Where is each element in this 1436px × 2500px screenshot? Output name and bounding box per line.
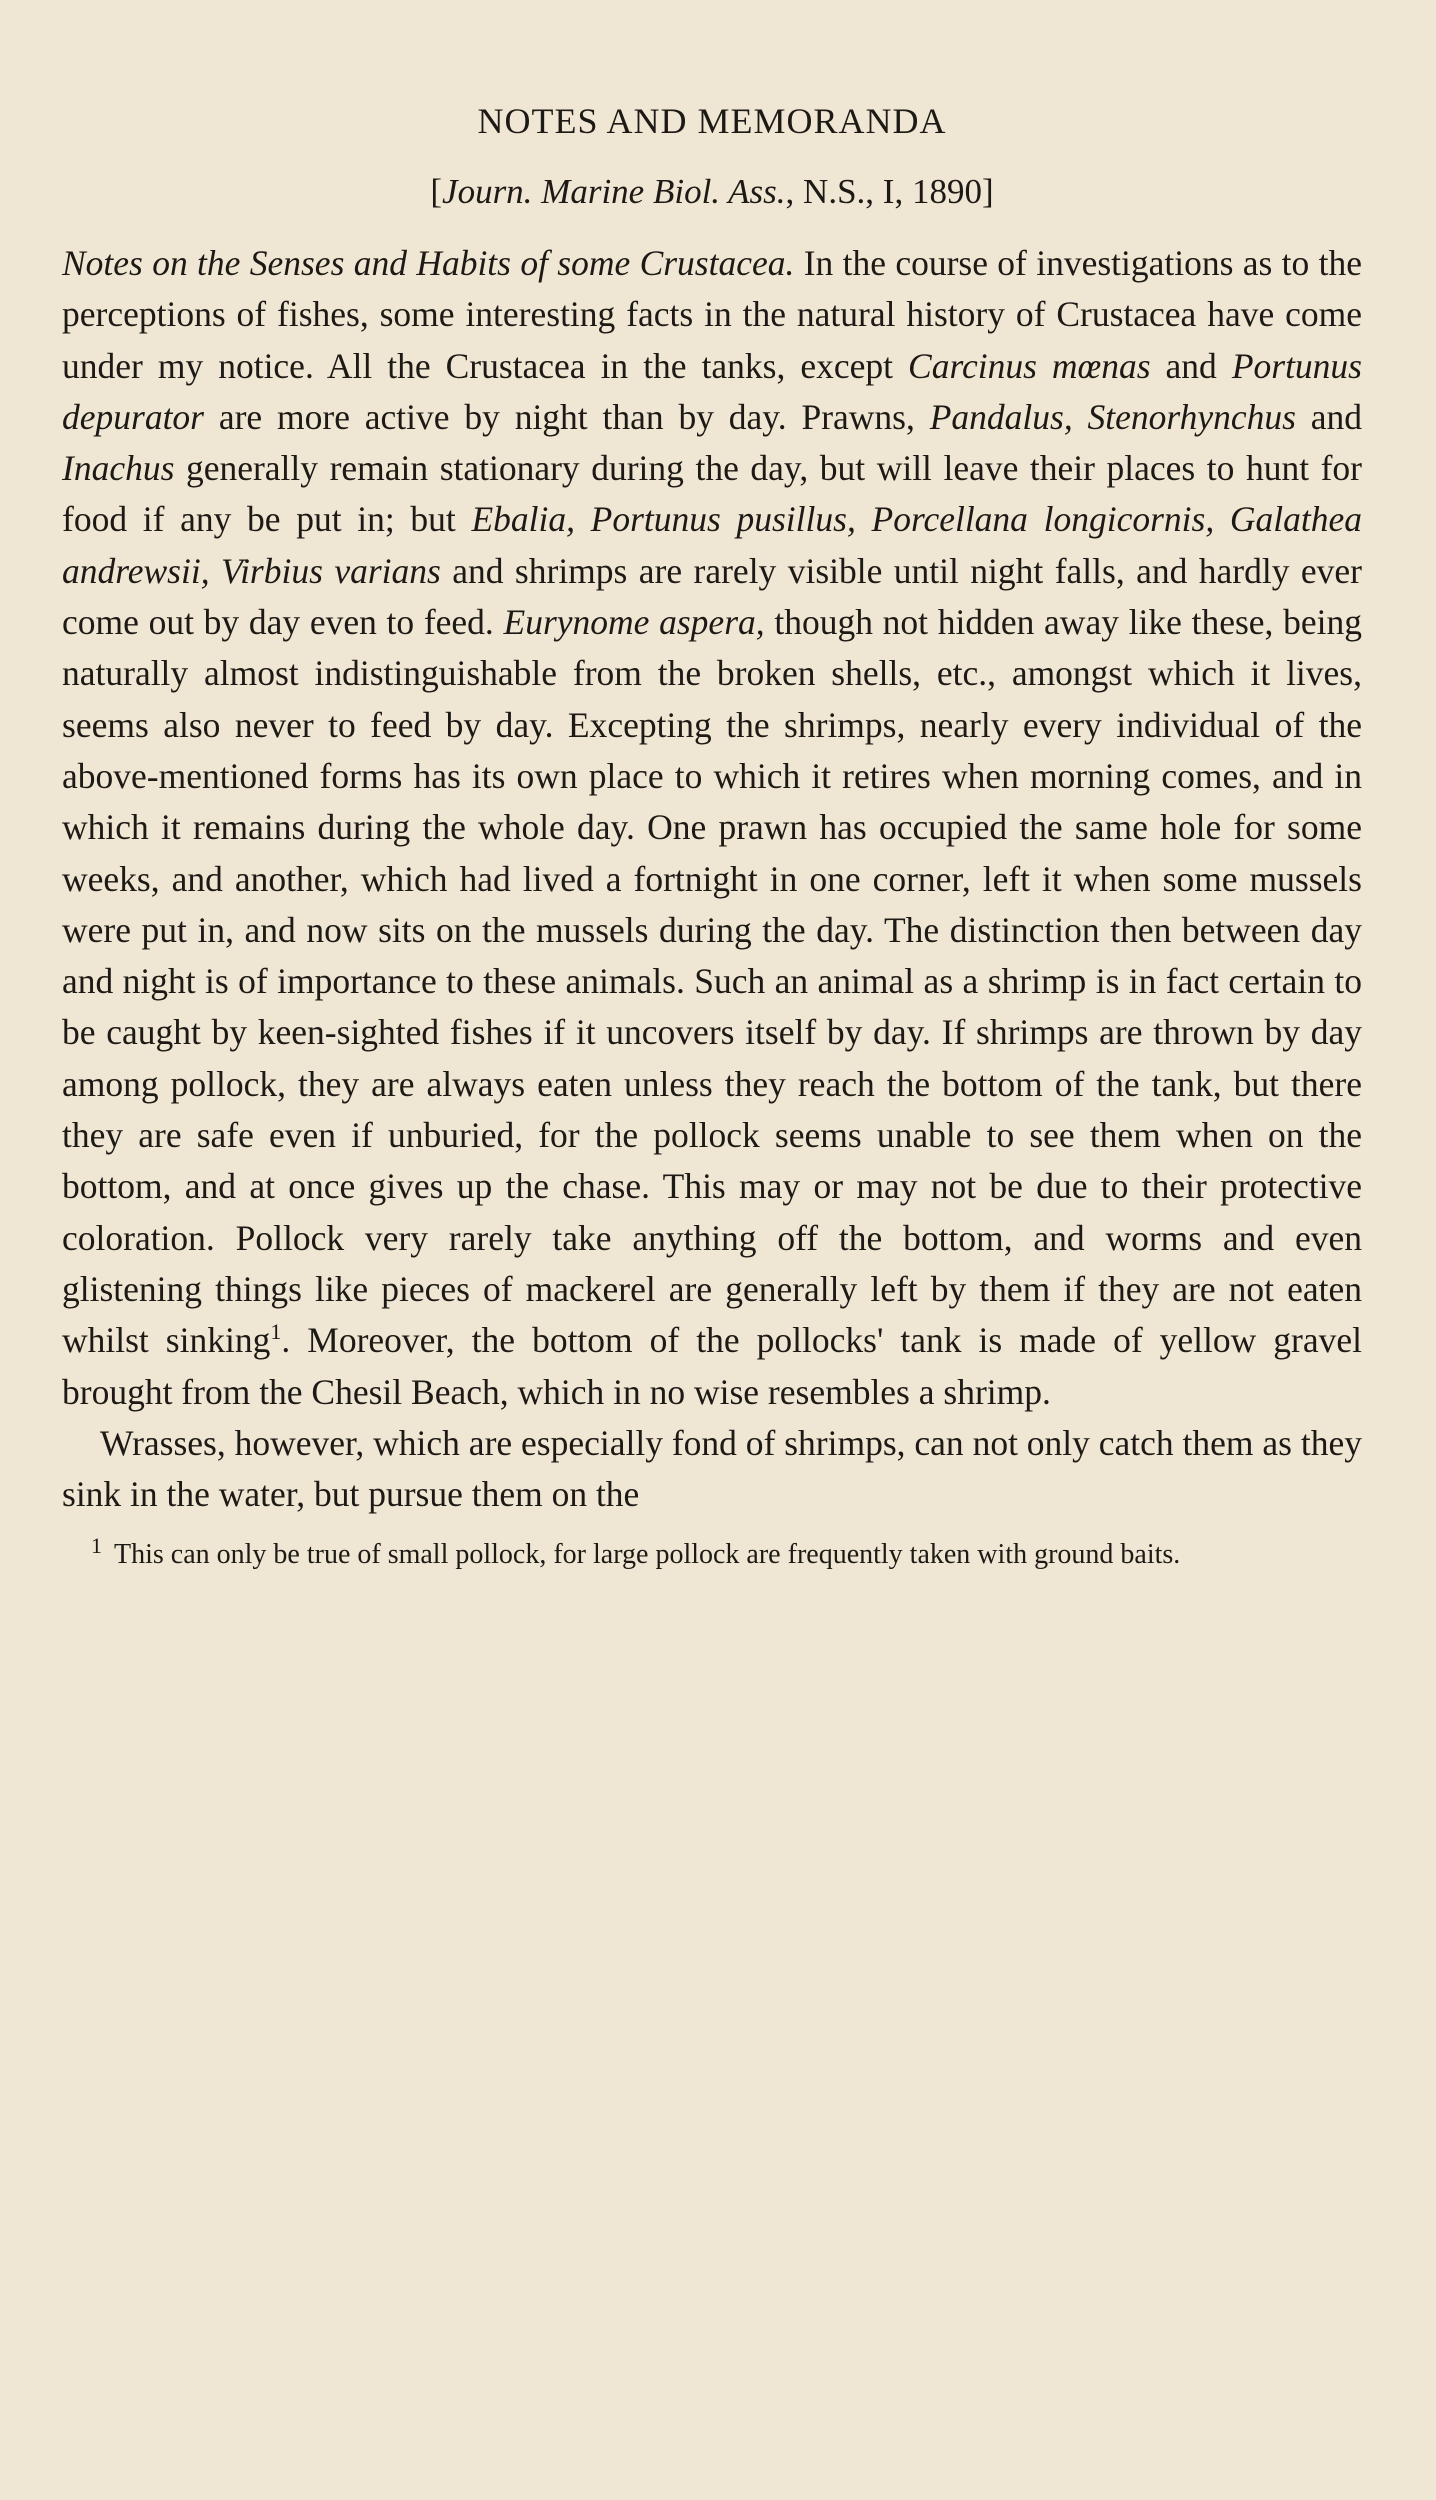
- text-run: are more active by night than by day. Prawns,: [204, 396, 930, 437]
- citation-journal: Journ. Marine Biol. Ass.: [442, 172, 786, 211]
- text-run: and: [1150, 345, 1232, 386]
- species-name: Ebalia, Portunus pusillus, Porcellana longicornis, Galathea andrewsii, Virbius varians: [62, 499, 1362, 591]
- text-run: generally remain stationary during the day, but will leave their places to hunt for food if any be put in; but: [62, 448, 1362, 540]
- citation-details: , N.S., I, 1890]: [785, 172, 994, 211]
- text-run: . Moreover, the bottom of the pollocks' tank is made of yellow gravel brought from the Chesil Beach, which in no wise resembles a shrimp.: [62, 1320, 1362, 1412]
- footnote-reference: 1: [270, 1319, 282, 1345]
- paragraph-2: Wrasses, however, which are especially fond of shrimps, can not only catch them as they sink in the water, but pursue them on the: [62, 1422, 1362, 1515]
- paragraph-1: [62, 238, 1362, 1418]
- article-body: [62, 238, 1362, 1520]
- species-name: Carcinus mœnas: [908, 345, 1151, 386]
- citation: [62, 172, 1362, 212]
- species-name: Inachus: [62, 448, 175, 489]
- text-run: and: [1295, 396, 1362, 437]
- article-title: Notes on the Senses and Habits of some Crustacea.: [62, 243, 795, 283]
- text-run: In the course of investigations as to the perceptions of fishes, some interesting facts in the natural history of Crustacea have come under my notice. All the Crustacea in the tanks, except: [62, 243, 1362, 386]
- footnote-text: This can only be true of small pollock, for large pollock are frequently taken with ground baits.: [114, 1539, 1181, 1571]
- running-head: NOTES AND MEMORANDA: [477, 101, 947, 141]
- text-run: though not hidden away like these, being naturally almost indistinguishable from the broken shells, etc., amongst which it lives, seems also never to feed by day. Excepting the shrimps, nearly every individual of the above-mentioned forms has its own place to which it retires when morning comes, and in which it remains during the whole day. One prawn has occupied the same hole for some weeks, and another, which had lived a fortnight in one corner, left it when some mussels were put in, and now sits on the mussels during the day. The distinction then between day and night is of importance to these animals. Such an animal as a shrimp is in fact certain to be caught by keen-sighted fishes if it uncovers itself by day. If shrimps are thrown by day among pollock, they are always eaten unless they reach the bottom of the tank, but there they are safe even if unburied, for the pollock seems unable to see them when on the bottom, and at once gives up the chase. This may or may not be due to their protective coloration. Pollock very rarely take anything off the bottom, and worms and even glistening things like pieces of mackerel are generally left by them if they are not eaten whilst sinking: [62, 602, 1362, 1361]
- text-run: and shrimps are rarely visible until night falls, and hardly ever come out by day even to feed.: [62, 550, 1362, 643]
- species-name: Pandalus, Stenorhynchus: [929, 396, 1296, 437]
- page: [62, 100, 1362, 1576]
- species-name: Eurynome aspera,: [503, 602, 765, 643]
- citation-open-bracket: [: [430, 172, 443, 211]
- footnote: 1 This can only be true of small pollock, for large pollock are frequently taken with ground baits.: [91, 1533, 1181, 1571]
- species-name: Portunus depurator: [62, 345, 1362, 437]
